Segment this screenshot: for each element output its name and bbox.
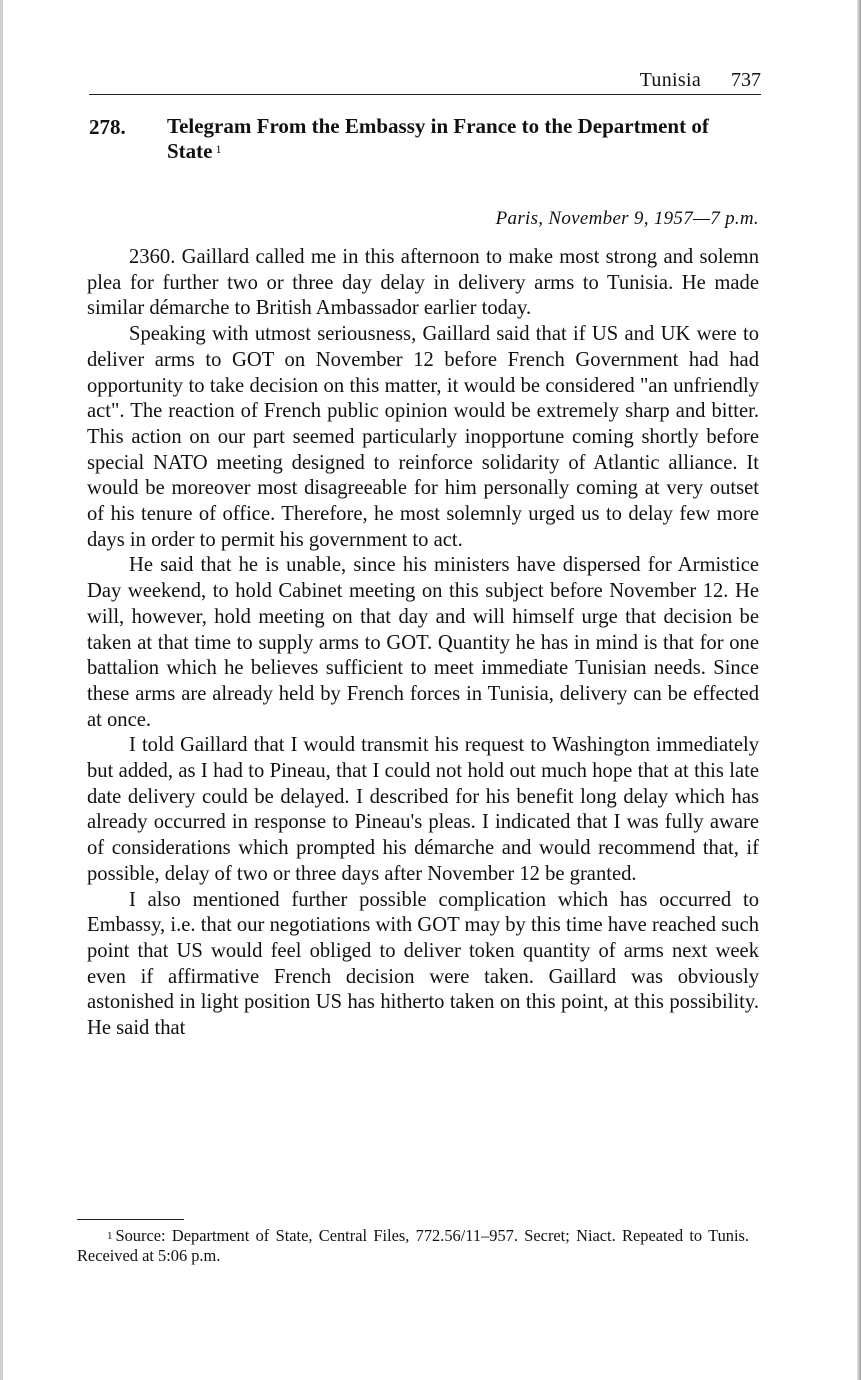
document-title	[167, 114, 761, 164]
dateline: Paris, November 9, 1957—7 p.m.	[495, 208, 759, 229]
running-head	[89, 66, 761, 95]
paragraph: He said that he is unable, since his ministers have dispersed for Armistice Day weekend, to hold Cabinet meeting on this subject before November 12. He will, however, hold meeting on that day and will himself urge that decision be taken at that time to supply arms to GOT. Quantity he has in mind is that for one battalion which he believes sufficient to meet immediate Tunisian needs. Since these arms are already held by French forces in Tunisia, delivery can be effected at once.	[87, 554, 759, 731]
page-left-edge	[0, 0, 3, 1380]
page-right-edge	[857, 0, 861, 1380]
footnote	[77, 1226, 749, 1266]
footnote-reference: 1	[215, 142, 222, 156]
paragraph: I also mentioned further possible complication which has occurred to Embassy, i.e. that our negotiations with GOT may by this time have reached such point that US would feel obliged to deliver token quantity of arms next week even if affirmative French decision were taken. Gaillard was obviously astonished in light position US has hitherto taken on this point, at this possibility. He said that	[87, 888, 759, 1040]
paragraph: I told Gaillard that I would transmit his request to Washington immediately but added, as I had to Pineau, that I could not hold out much hope that at this late date delivery could be delayed. I described for his benefit long delay which has already occurred in response to Pineau's pleas. I indicated that I was fully aware of considerations which prompted his démarche and would recommend that, if possible, delay of two or three days after November 12 be granted.	[87, 734, 759, 885]
paragraph: 2360. Gaillard called me in this afternoon to make most strong and solemn plea for further two or three day delay in delivery arms to Tunisia. He made similar démarche to British Ambassador earlier today.	[87, 246, 759, 320]
document-heading	[89, 114, 761, 164]
footnote-marker: 1	[107, 1230, 113, 1242]
page-number: 737	[731, 69, 761, 91]
document-number: 278.	[89, 115, 126, 139]
footnote-text: Source: Department of State, Central Files, 772.56/11–957. Secret; Niact. Repeated to Tunis. Received at 5:06 p.m.	[77, 1226, 749, 1265]
document-title-text: Telegram From the Embassy in France to the Department of State	[167, 114, 709, 163]
paragraph: Speaking with utmost seriousness, Gaillard said that if US and UK were to deliver arms to GOT on November 12 before French Government had had opportunity to take decision on this matter, it would be considered "an unfriendly act". The reaction of French public opinion would be extremely sharp and bitter. This action on our part seemed particularly inopportune coming shortly before special NATO meeting designed to reinforce solidarity of Atlantic alliance. It would be moreover most disagreeable for him personally coming at very outset of his tenure of office. Therefore, he most solemnly urged us to delay few more days in order to permit his government to act.	[87, 323, 759, 551]
running-head-section: Tunisia	[639, 69, 701, 91]
footnote-divider	[77, 1219, 184, 1220]
telegram-body	[87, 245, 759, 1042]
